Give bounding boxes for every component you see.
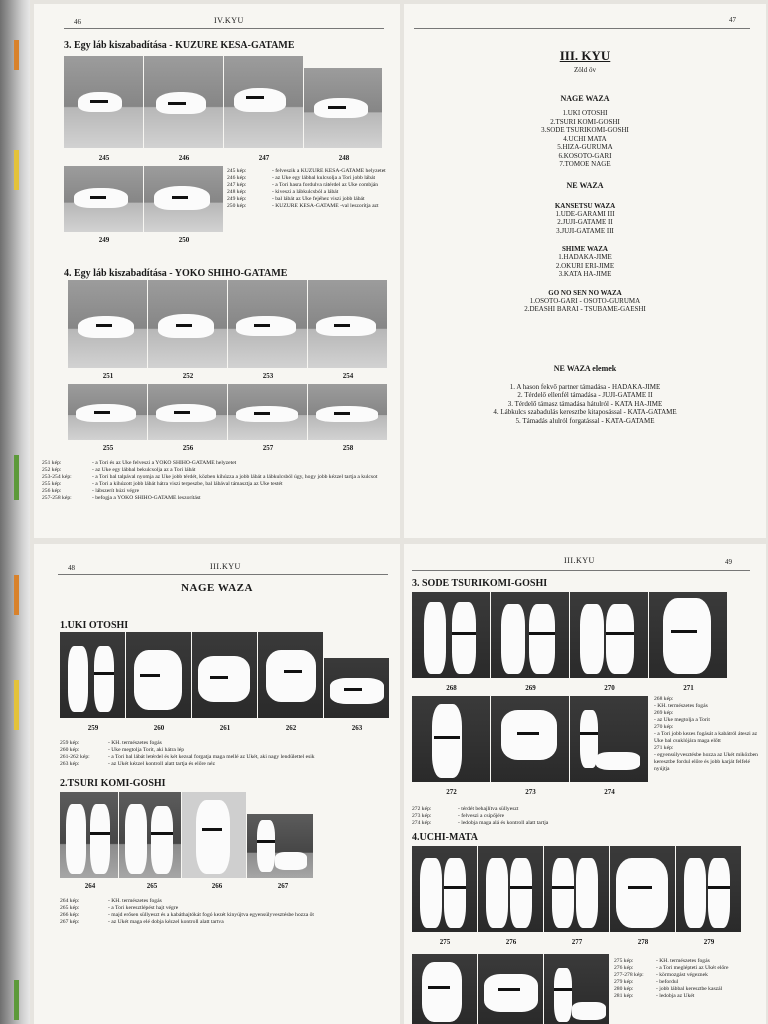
section-title: 1.UKI OTOSHI — [60, 620, 129, 631]
list-item: 4. Lábkulcs szabadulás keresztbe kitaposással - KATA-GATAME — [493, 408, 677, 416]
photo-label: 275 — [439, 938, 451, 946]
list-item: 3.SODE TSURIKOMI-GOSHI — [541, 126, 629, 134]
photo — [228, 280, 307, 368]
photo — [412, 846, 477, 932]
photo-label: 271 — [683, 684, 694, 692]
photo-row — [60, 792, 313, 878]
curriculum — [404, 48, 766, 425]
page-number: 47 — [729, 16, 736, 24]
shime-heading: SHIME WAZA — [562, 245, 608, 253]
photo — [676, 846, 741, 932]
section-title: 3. Egy láb kiszabadítása - KUZURE KESA-GATAME — [64, 40, 295, 51]
caption-line: - egyensúlyvesztésbe hozza az Ukét miközben keresztbe fordul előre és jobb karját felfelé nyújtja — [654, 752, 758, 772]
page-49 — [404, 544, 766, 1024]
belt-subtitle: Zöld öv — [574, 66, 596, 74]
caption-row: 264 kép: - KH. természetes fogás — [60, 898, 162, 904]
caption-list — [60, 740, 390, 768]
caption-row: 250 kép: - KUZURE KESA-GATAME -val leszorítja azt — [227, 203, 379, 209]
list-item: 1.UDE-GARAMI III — [555, 209, 615, 218]
running-head: III.KYU — [564, 556, 595, 565]
photo-labels — [412, 938, 742, 946]
section-title: 2.TSURI KOMI-GOSHI — [60, 778, 166, 789]
photo — [126, 632, 191, 718]
caption-row: 265 kép: - a Tori keresztlépést hajt végre — [60, 905, 179, 911]
header-rule — [412, 570, 750, 571]
page-number: 48 — [68, 564, 75, 572]
caption-row: 276 kép: - a Tori meglépteti az Ukét előre — [614, 965, 729, 971]
photo-label: 254 — [342, 372, 354, 380]
photo-labels — [68, 444, 388, 452]
page-46 — [34, 4, 400, 538]
caption-line: - az Uke megtolja a Torit — [654, 717, 710, 723]
list-item: 2.TSURI KOMI-GOSHI — [550, 117, 620, 126]
photo-label: 264 — [84, 882, 96, 890]
caption-line: 268 kép: — [654, 696, 674, 702]
color-tab-yellow-2 — [14, 680, 19, 730]
photo — [491, 696, 569, 782]
photo-label: 269 — [525, 684, 536, 692]
caption-row: 273 kép: - felveszi a csípőjére — [412, 813, 505, 819]
photo-row — [64, 166, 223, 232]
photo-label: 273 — [525, 788, 536, 796]
photo — [478, 846, 543, 932]
page-number: 49 — [725, 558, 732, 566]
photo — [192, 632, 257, 718]
header-rule — [414, 28, 750, 29]
list-item: 1. A hason fekvő partner támadása - HADAKA-JIME — [509, 382, 661, 391]
caption-line: 269 kép: — [654, 710, 674, 716]
photo-label: 258 — [342, 444, 354, 452]
photo — [412, 592, 490, 678]
caption-list — [42, 460, 392, 502]
list-item: 2.JUJI-GATAME II — [557, 218, 613, 226]
list-item: 2.OKURI ERI-JIME — [555, 261, 615, 270]
color-tab-orange — [14, 40, 19, 70]
color-tab-green — [14, 455, 19, 500]
list-item: 1.HADAKA-JIME — [558, 253, 612, 261]
photo-label: 265 — [146, 882, 158, 890]
header-rule — [58, 574, 388, 575]
photo-row — [412, 592, 727, 678]
caption-row: 260 kép: - Uke megtolja Torit, aki hátra lép — [60, 747, 185, 753]
caption-row: 272 kép: - térdét behajlítva süllyeszt — [412, 806, 519, 812]
photo-label: 250 — [178, 236, 190, 244]
caption-row: 267 kép: - az Ukét maga elé dobja kézzel kontroll alatt tartva — [60, 919, 224, 925]
photo-label: 270 — [604, 684, 615, 692]
ne-waza-heading: NE WAZA — [566, 180, 604, 190]
go-no-sen-heading: GO NO SEN NO WAZA — [548, 288, 622, 297]
photo — [258, 632, 323, 718]
caption-list — [614, 958, 760, 1000]
photo-labels — [412, 684, 732, 692]
photo — [224, 56, 303, 148]
caption-row: 266 kép: - majd erősen süllyeszt és a kabáthajtókát fogó kezét kinyújtva egyensúlyvesztésbe hozza őt — [60, 912, 314, 918]
caption-list — [412, 806, 652, 827]
page-title: NAGE WAZA — [181, 582, 253, 594]
photo-label: 257 — [262, 444, 274, 452]
section-title: 4.UCHI-MATA — [412, 832, 479, 843]
caption-row: 252 kép: - az Uke egy lábbal bekulcsolja az a Tori lábát — [42, 467, 196, 473]
photo-label: 253 — [262, 372, 274, 380]
list-item: 6.KOSOTO-GARI — [558, 151, 612, 160]
photo-label: 263 — [351, 724, 363, 732]
photo — [182, 792, 246, 878]
photo-labels — [68, 372, 388, 380]
kyu-title: III. KYU — [559, 48, 611, 63]
photo-label: 261 — [219, 724, 231, 732]
photo — [412, 696, 490, 782]
list-item: 2.DEASHI BARAI - TSUBAME-GAESHI — [524, 305, 646, 313]
photo — [412, 954, 477, 1024]
caption-row: 280 kép: - jobb lábbal keresztbe kaszál — [614, 986, 723, 992]
caption-row: 261-262 kép: - a Tori bal lábát letérdel és két kezsal forgatja maga mellé az Ukét, aki nagy lendülettel esik — [60, 754, 315, 760]
photo-row — [412, 954, 609, 1024]
photo-labels — [60, 882, 320, 890]
photo-label: 255 — [102, 444, 114, 452]
photo-label: 248 — [338, 154, 350, 162]
kansetsu-heading: KANSETSU WAZA — [554, 201, 616, 210]
caption-side-list — [654, 696, 758, 773]
photo-row — [64, 56, 382, 148]
photo-label: 245 — [98, 154, 110, 162]
photo — [68, 280, 147, 368]
caption-row: 249 kép: - bal lábát az Uke fejéhez viszi jobb lábát — [227, 196, 365, 202]
header-rule — [64, 28, 384, 29]
caption-row: 248 kép: - kiveszi a lábkulcsból a lábát — [227, 189, 339, 195]
caption-row: 251 kép: - a Tori és az Uke felveszi a YOKO SHIHO-GATAME helyzetet — [42, 460, 237, 466]
caption-row: 277-278 kép: - körmozgást végeznek — [614, 972, 708, 978]
photo — [308, 384, 387, 440]
list-item: 2. Térdelő ellenfél támadása - JUJI-GATAME II — [517, 391, 653, 399]
photo — [148, 384, 227, 440]
photo-label: 260 — [153, 724, 165, 732]
list-item: 3.KATA HA-JIME — [558, 270, 612, 278]
caption-line: - KH. természetes fogás — [654, 703, 708, 709]
photo-label: 276 — [505, 938, 517, 946]
photo — [68, 384, 147, 440]
caption-row: 257-258 kép: - befogja a YOKO SHIHO-GATAME leszorítást — [42, 495, 201, 501]
list-item: 5. Támadás alulról forgatással - KATA-GATAME — [515, 416, 655, 425]
caption-line: 270 kép: — [654, 724, 674, 730]
running-head: IV.KYU — [214, 16, 244, 25]
photo-row — [412, 696, 648, 782]
photo — [610, 846, 675, 932]
photo — [324, 658, 389, 718]
section-title: 4. Egy láb kiszabadítása - YOKO SHIHO-GATAME — [64, 268, 288, 279]
photo-row — [68, 280, 387, 368]
list-item: 5.HIZA-GURUMA — [557, 143, 613, 151]
photo — [148, 280, 227, 368]
photo — [64, 166, 143, 232]
color-tab-orange-2 — [14, 575, 19, 615]
nage-waza-heading: NAGE WAZA — [560, 94, 610, 103]
photo — [544, 846, 609, 932]
photo — [64, 56, 143, 148]
photo-label: 278 — [637, 938, 649, 946]
photo — [247, 814, 313, 878]
caption-row: 247 kép: - a Tori hasra fordulva rátérdel az Uke combján — [227, 182, 379, 188]
photo — [491, 592, 569, 678]
caption-row: 245 kép: - felveszik a KUZURE KESA-GATAME helyzetet — [227, 168, 386, 174]
photo — [119, 792, 181, 878]
photo-labels — [60, 724, 390, 732]
caption-row: 275 kép: - KH. természetes fogás — [614, 958, 710, 964]
list-item: 1.UKI OTOSHI — [562, 109, 608, 117]
page-48 — [34, 544, 400, 1024]
photo — [544, 954, 609, 1024]
color-tab-yellow — [14, 150, 19, 190]
list-item: 1.OSOTO-GARI - OSOTO-GURUMA — [529, 296, 641, 305]
caption-row: 259 kép: - KH. természetes fogás — [60, 740, 162, 746]
page-47 — [404, 4, 766, 538]
caption-row: 274 kép: - ledobja maga alá és kontroll alatt tartja — [412, 820, 549, 826]
photo-label: 267 — [277, 882, 289, 890]
photo-label: 259 — [87, 724, 99, 732]
caption-list — [227, 168, 387, 210]
photo-label: 272 — [446, 788, 457, 796]
caption-row: 253-254 kép: - a Tori bal talpával nyomja az Uke jobb térdét, közben kihúzza a jobb lábát a lábkulcsból úgy, hogy jobb kézzel tartja a kulcsot — [42, 474, 378, 480]
photo-label: 277 — [571, 938, 583, 946]
photo — [308, 280, 387, 368]
photo — [60, 792, 118, 878]
photo — [144, 166, 223, 232]
color-tab-green-2 — [14, 980, 19, 1020]
photo — [144, 56, 223, 148]
caption-row: 256 kép: - lábszerít húzi végre — [42, 488, 140, 494]
page-number: 46 — [74, 18, 81, 26]
photo-label: 247 — [258, 154, 270, 162]
caption-row: 279 kép: - befordul — [614, 979, 679, 985]
caption-line: 271 kép: — [654, 745, 674, 751]
caption-list — [60, 898, 390, 926]
running-head: III.KYU — [210, 562, 241, 571]
photo — [649, 592, 727, 678]
photo-label: 262 — [285, 724, 297, 732]
photo-row — [412, 846, 741, 932]
photo-labels — [64, 154, 384, 162]
list-item: 7.TOMOE NAGE — [559, 160, 611, 168]
caption-row: 255 kép: - a Tori a kihúzott jobb lábát hátra viszi terpeszbe, bal lábával támasztja az Uke testét — [42, 481, 283, 487]
photo — [60, 632, 125, 718]
caption-line: - a Tori jobb kezes fogását a kabátról áteszi az Uke bal csuklójára maga előtt — [654, 731, 758, 744]
section-title: 3. SODE TSURIKOMI-GOSHI — [412, 578, 548, 589]
photo-label: 246 — [178, 154, 190, 162]
photo — [570, 696, 648, 782]
photo — [570, 592, 648, 678]
photo-label: 268 — [446, 684, 457, 692]
list-item: 4.UCHI MATA — [563, 134, 607, 143]
caption-row: 246 kép: - az Uke egy lábbal kulcsolja a Tori jobb lábát — [227, 175, 376, 181]
list-item: 3. Térdelő támasz támadása hátulról - KATA HA-JIME — [507, 399, 663, 408]
list-item: 3.JUJI-GATAME III — [556, 226, 614, 235]
photo-row — [68, 384, 387, 440]
photo-labels — [412, 788, 652, 796]
photo-labels — [64, 236, 224, 244]
photo-label: 274 — [604, 788, 615, 796]
photo-label: 249 — [98, 236, 110, 244]
photo — [478, 954, 543, 1024]
photo-label: 252 — [182, 372, 194, 380]
photo-label: 251 — [102, 372, 114, 380]
photo-label: 256 — [182, 444, 194, 452]
caption-row: 281 kép: - ledobja az Ukét — [614, 993, 695, 999]
ne-waza-elemek-heading: NE WAZA elemek — [553, 363, 617, 373]
photo — [304, 68, 382, 148]
photo — [228, 384, 307, 440]
photo-row — [60, 632, 389, 718]
photo-label: 266 — [211, 882, 223, 890]
photo-label: 279 — [703, 938, 715, 946]
caption-row: 263 kép: - az Ukét kézzel kontroll alatt tartja és előre néz — [60, 761, 216, 767]
